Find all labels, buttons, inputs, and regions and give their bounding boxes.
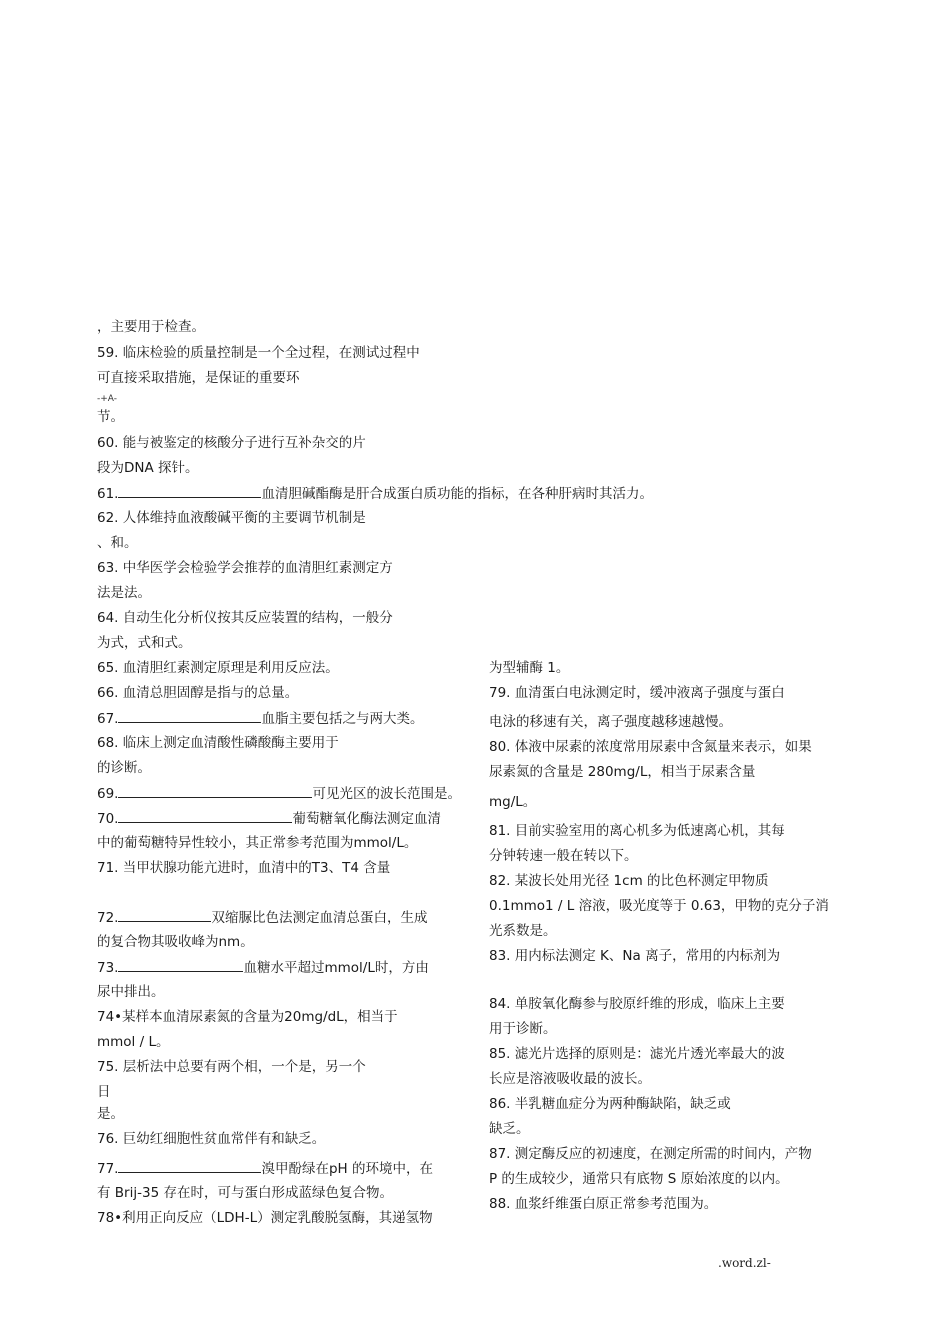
question-71: 71. 当甲状腺功能亢进时，血清中的T3、T4 含量 [97,860,391,876]
text-line: 为式，式和式。 [97,635,192,651]
question-84: 84. 单胺氧化酶参与胶原纤维的形成，临床上主要 [489,996,785,1012]
question-63: 63. 中华医学会检验学会推荐的血清胆红素测定方 [97,560,393,576]
question-70 [97,809,441,828]
text-line: 中的葡萄糖特异性较小，其正常参考范围为mmol/L。 [97,835,418,851]
question-text: 血糖水平超过mmol/L时，方由 [243,960,429,976]
text-line: mmol / L。 [97,1034,170,1050]
question-text: 血清胆碱酯酶是肝合成蛋白质功能的指标，在各种肝病时其活力。 [261,486,653,502]
question-73 [97,958,429,977]
answer-blank [118,784,312,798]
question-74: 74•某样本血清尿素氮的含量为20mg/dL，相当于 [97,1009,398,1025]
text-line: 尿中排出。 [97,984,165,1000]
text-line: 日 [97,1084,111,1100]
question-85: 85. 滤光片选择的原则是：滤光片透光率最大的波 [489,1046,785,1062]
text-line: 用于诊断。 [489,1021,557,1037]
question-text: 溴甲酚绿在pH 的环境中，在 [261,1161,433,1177]
question-69 [97,784,461,803]
question-87: 87. 测定酶反应的初速度，在测定所需的时间内，产物 [489,1146,812,1162]
question-number: 69. [97,786,119,802]
question-68: 68. 临床上测定血清酸性磷酸酶主要用于 [97,735,339,751]
question-number: 70. [97,811,119,827]
text-line: 电泳的移速有关，离子强度越移速越慢。 [489,714,732,730]
answer-blank [118,908,211,922]
text-line: 长应是溶液吸收最的波长。 [489,1071,651,1087]
text-line: 可直接采取措施，是保证的重要环 [97,370,300,386]
question-72 [97,908,427,927]
question-88: 88. 血浆纤维蛋白原正常参考范围为。 [489,1196,718,1212]
question-62: 62. 人体维持血液酸碱平衡的主要调节机制是 [97,510,366,526]
question-60: 60. 能与被鉴定的核酸分子进行互补杂交的片 [97,435,366,451]
text-line: 法是法。 [97,585,151,601]
text-line: 的诊断。 [97,760,151,776]
question-text: 可见光区的波长范围是。 [312,786,461,802]
question-59: 59. 临床检验的质量控制是一个全过程，在测试过程中 [97,345,420,361]
answer-blank [118,484,261,498]
question-66: 66. 血清总胆固醇是指与的总量。 [97,685,299,701]
question-77 [97,1159,433,1178]
text-line: 0.1mmo1 / L 溶液，吸光度等于 0.63，甲物的克分子消 [489,898,829,914]
text-line: 节。 [97,409,124,425]
question-81: 81. 目前实验室用的离心机多为低速离心机，其每 [489,823,785,839]
text-line: 、和。 [97,535,138,551]
question-text: 双缩脲比色法测定血清总蛋白，生成 [211,910,428,926]
question-76: 76. 巨幼红细胞性贫血常伴有和缺乏。 [97,1131,326,1147]
text-line: 为型辅酶 1。 [489,660,570,676]
question-number: 61. [97,486,119,502]
question-86: 86. 半乳糖血症分为两种酶缺陷，缺乏或 [489,1096,731,1112]
text-line: mg/L。 [489,794,537,810]
question-number: 72. [97,910,119,926]
question-79: 79. 血清蛋白电泳测定时，缓冲液离子强度与蛋白 [489,685,785,701]
question-number: 67. [97,711,119,727]
question-78: 78•利用正向反应（LDH-L）测定乳酸脱氢酶，其递氢物 [97,1210,433,1226]
question-64: 64. 自动生化分析仪按其反应装置的结构，一般分 [97,610,393,626]
question-text: 葡萄糖氧化酶法测定血清 [292,811,441,827]
text-line: P 的生成较少，通常只有底物 S 原始浓度的以内。 [489,1171,789,1187]
text-line: 光系数是。 [489,923,557,939]
question-83: 83. 用内标法测定 K、Na 离子，常用的内标剂为 [489,948,781,964]
text-line: 缺乏。 [489,1121,530,1137]
text-line: 的复合物其吸收峰为nm。 [97,934,254,950]
answer-blank [118,1159,261,1173]
page-footer: .word.zl- [718,1256,771,1270]
text-line: 有 Brij-35 存在时，可与蛋白形成蓝绿色复合物。 [97,1185,393,1201]
answer-blank [118,709,261,723]
question-65: 65. 血清胆红素测定原理是利用反应法。 [97,660,339,676]
text-line: 尿素氮的含量是 280mg/L，相当于尿素含量 [489,764,756,780]
question-61 [97,484,653,503]
text-line: 是。 [97,1106,124,1122]
question-82: 82. 某波长处用光径 1cm 的比色杯测定甲物质 [489,873,769,889]
text-line: ，主要用于检查。 [97,319,205,335]
question-75: 75. 层析法中总要有两个相，一个是，另一个 [97,1059,366,1075]
question-67 [97,709,423,728]
text-line: 段为DNA 探针。 [97,460,199,476]
answer-blank [118,809,292,823]
answer-blank [118,958,243,972]
question-number: 77. [97,1161,119,1177]
question-number: 73. [97,960,119,976]
question-80: 80. 体液中尿素的浓度常用尿素中含氮量来表示，如果 [489,739,812,755]
text-line: 分钟转速一般在转以下。 [489,848,638,864]
question-text: 血脂主要包括之与两大类。 [261,711,424,727]
text-line: -+A- [97,394,117,404]
